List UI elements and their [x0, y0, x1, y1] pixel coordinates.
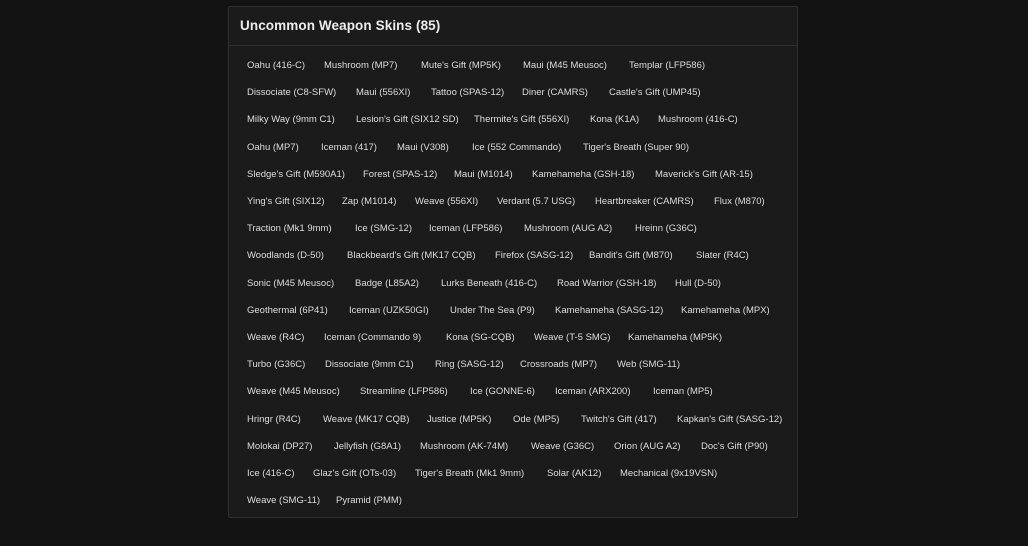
skin-list — [229, 7, 797, 517]
skin-item[interactable]: Weave (MK17 CQB) — [323, 414, 410, 425]
skin-item[interactable]: Verdant (5.7 USG) — [497, 196, 576, 207]
skin-item[interactable]: Weave (556XI) — [415, 196, 479, 207]
skin-item[interactable]: Kamehameha (MP5K) — [628, 332, 722, 343]
skin-item[interactable]: Lesion's Gift (SIX12 SD) — [356, 114, 459, 125]
skin-item[interactable]: Iceman (417) — [321, 142, 377, 153]
skin-item[interactable]: Iceman (MP5) — [653, 386, 713, 397]
skin-item[interactable]: Castle's Gift (UMP45) — [609, 87, 701, 98]
skin-item[interactable]: Oahu (416-C) — [247, 60, 306, 71]
skin-item[interactable]: Kamehameha (MPX) — [681, 305, 770, 316]
skin-item[interactable]: Traction (Mk1 9mm) — [247, 223, 332, 234]
skin-item[interactable]: Pyramid (PMM) — [336, 495, 402, 506]
skin-item[interactable]: Kamehameha (GSH-18) — [532, 169, 635, 180]
skin-item[interactable]: Ying's Gift (SIX12) — [247, 196, 325, 207]
skin-item[interactable]: Zap (M1014) — [342, 196, 397, 207]
skin-item[interactable]: Badge (L85A2) — [355, 278, 419, 289]
skin-item[interactable]: Web (SMG-11) — [617, 359, 680, 370]
skin-item[interactable]: Mute's Gift (MP5K) — [421, 60, 501, 71]
skin-item[interactable]: Justice (MP5K) — [427, 414, 492, 425]
panel-title: Uncommon Weapon Skins (85) — [240, 18, 441, 33]
skin-item[interactable]: Weave (R4C) — [247, 332, 305, 343]
skin-item[interactable]: Hringr (R4C) — [247, 414, 301, 425]
skin-item[interactable]: Kapkan's Gift (SASG-12) — [677, 414, 783, 425]
skins-panel — [228, 6, 798, 518]
skin-item[interactable]: Diner (CAMRS) — [522, 87, 588, 98]
skin-item[interactable]: Mushroom (AUG A2) — [524, 223, 613, 234]
skin-item[interactable]: Oahu (MP7) — [247, 142, 299, 153]
skin-item[interactable]: Kona (SG-CQB) — [446, 332, 515, 343]
skin-item[interactable]: Firefox (SASG-12) — [495, 250, 574, 261]
skin-item[interactable]: Kamehameha (SASG-12) — [555, 305, 664, 316]
skin-item[interactable]: Tiger's Breath (Mk1 9mm) — [415, 468, 525, 479]
skin-item[interactable]: Tattoo (SPAS-12) — [431, 87, 505, 98]
skin-item[interactable]: Heartbreaker (CAMRS) — [595, 196, 694, 207]
skin-item[interactable]: Hull (D-50) — [675, 278, 721, 289]
skin-item[interactable]: Twitch's Gift (417) — [581, 414, 657, 425]
skin-item[interactable]: Jellyfish (G8A1) — [334, 441, 402, 452]
skin-item[interactable]: Sledge's Gift (M590A1) — [247, 169, 345, 180]
skin-item[interactable]: Tiger's Breath (Super 90) — [583, 142, 690, 153]
skin-item[interactable]: Thermite's Gift (556XI) — [474, 114, 570, 125]
skin-item[interactable]: Ice (416-C) — [247, 468, 295, 479]
skin-item[interactable]: Iceman (Commando 9) — [324, 332, 422, 343]
skin-item[interactable]: Mechanical (9x19VSN) — [620, 468, 718, 479]
skin-item[interactable]: Bandit's Gift (M870) — [589, 250, 673, 261]
skin-item[interactable]: Streamline (LFP586) — [360, 386, 448, 397]
skin-item[interactable]: Iceman (UZK50GI) — [349, 305, 429, 316]
skin-item[interactable]: Slater (R4C) — [696, 250, 749, 261]
skin-item[interactable]: Hreinn (G36C) — [635, 223, 697, 234]
skin-item[interactable]: Orion (AUG A2) — [614, 441, 681, 452]
skin-item[interactable]: Weave (M45 Meusoc) — [247, 386, 340, 397]
skin-item[interactable]: Dissociate (9mm C1) — [325, 359, 414, 370]
skin-item[interactable]: Ice (SMG-12) — [355, 223, 413, 234]
skin-item[interactable]: Maui (M45 Meusoc) — [523, 60, 607, 71]
skin-item[interactable]: Glaz's Gift (OTs-03) — [313, 468, 397, 479]
skin-item[interactable]: Kona (K1A) — [590, 114, 640, 125]
skin-item[interactable]: Ice (552 Commando) — [472, 142, 562, 153]
skin-item[interactable]: Sonic (M45 Meusoc) — [247, 278, 335, 289]
skin-item[interactable]: Weave (G36C) — [531, 441, 595, 452]
skin-item[interactable]: Dissociate (C8-SFW) — [247, 87, 337, 98]
skin-item[interactable]: Ode (MP5) — [513, 414, 560, 425]
skin-item[interactable]: Road Warrior (GSH-18) — [557, 278, 657, 289]
skin-item[interactable]: Templar (LFP586) — [629, 60, 706, 71]
skin-item[interactable]: Iceman (LFP586) — [429, 223, 503, 234]
skin-item[interactable]: Iceman (ARX200) — [555, 386, 631, 397]
skin-item[interactable]: Lurks Beneath (416-C) — [441, 278, 538, 289]
skin-item[interactable]: Maui (556XI) — [356, 87, 411, 98]
skin-item[interactable]: Milky Way (9mm C1) — [247, 114, 335, 125]
skin-item[interactable]: Ring (SASG-12) — [435, 359, 504, 370]
skin-item[interactable]: Maui (M1014) — [454, 169, 513, 180]
skin-item[interactable]: Maui (V308) — [397, 142, 449, 153]
skin-item[interactable]: Mushroom (AK-74M) — [420, 441, 509, 452]
skin-item[interactable]: Doc's Gift (P90) — [701, 441, 768, 452]
skin-item[interactable]: Under The Sea (P9) — [450, 305, 535, 316]
skin-item[interactable]: Maverick's Gift (AR-15) — [655, 169, 753, 180]
skin-item[interactable]: Blackbeard's Gift (MK17 CQB) — [347, 250, 476, 261]
skin-item[interactable]: Crossroads (MP7) — [520, 359, 598, 370]
skin-item[interactable]: Mushroom (416-C) — [658, 114, 738, 125]
skin-item[interactable]: Flux (M870) — [714, 196, 765, 207]
skin-item[interactable]: Weave (T-5 SMG) — [534, 332, 611, 343]
skin-item[interactable]: Mushroom (MP7) — [324, 60, 398, 71]
skin-item[interactable]: Forest (SPAS-12) — [363, 169, 438, 180]
skin-item[interactable]: Geothermal (6P41) — [247, 305, 328, 316]
skin-item[interactable]: Weave (SMG-11) — [247, 495, 321, 506]
skin-item[interactable]: Woodlands (D-50) — [247, 250, 324, 261]
skin-item[interactable]: Molokai (DP27) — [247, 441, 313, 452]
skin-item[interactable]: Solar (AK12) — [547, 468, 602, 479]
skin-item[interactable]: Turbo (G36C) — [247, 359, 306, 370]
skin-item[interactable]: Ice (GONNE-6) — [470, 386, 535, 397]
